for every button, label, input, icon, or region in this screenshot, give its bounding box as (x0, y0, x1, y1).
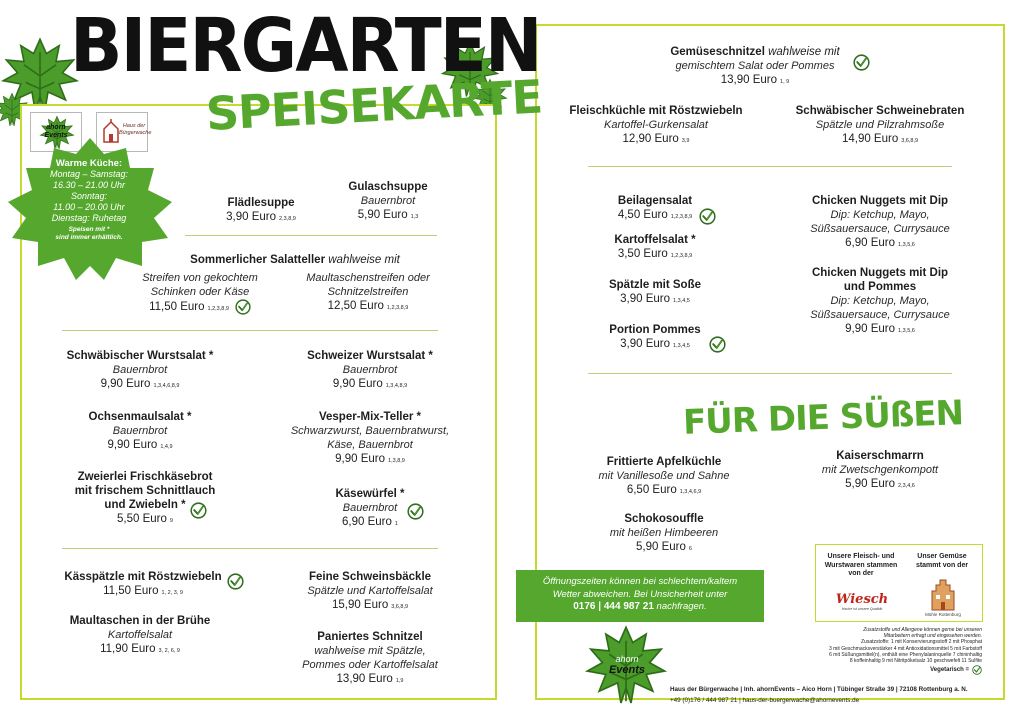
item-description: mit Zwetschgenkompott (821, 464, 939, 476)
item-allergens: 1 (394, 521, 398, 527)
wiesch-logo-tagline: frische ist unsere Qualität (841, 607, 883, 611)
section-divider (588, 166, 952, 167)
item-price: 13,90 Euro (720, 74, 778, 86)
notice-line3: nachfragen. (653, 601, 707, 612)
item-allergens: 1,3,5,6 (898, 328, 915, 334)
menu-item-schweinebraten (780, 104, 980, 149)
vegetarian-icon (972, 665, 982, 675)
haus-logo-line2: Bürgerwache (119, 130, 152, 136)
item-name: Schokosouffle (624, 513, 704, 525)
menu-item-kaiserschmarrn (790, 449, 970, 494)
item-name-line2: und Pommes (843, 281, 917, 293)
vegetarian-icon (709, 336, 726, 353)
item-name: Schwäbischer Schweinebraten (795, 105, 965, 117)
title-fuer-die-suessen: FÜR DIE SÜßEN (682, 393, 964, 443)
item-price: 15,90 Euro (331, 599, 389, 611)
hours-line: Sonntag: (70, 191, 108, 201)
item-description-line2: Käse, Bauernbrot (327, 439, 413, 451)
item-name: Beilagensalat (617, 195, 693, 207)
item-description: Bauernbrot (342, 502, 398, 514)
menu-item-salatteller-option-b (288, 271, 448, 316)
vegetarian-icon (407, 503, 424, 520)
allergen-line5: 6 mit Süßungsmittel(n), enthält eine Phenylalaninquelle 7 chininhaltig (829, 651, 982, 658)
menu-item-maultaschen (50, 614, 230, 659)
footer-contact: +49 (0)176 / 444 987 21 | haus-der-buergerwache@ahornevents.de (670, 697, 860, 704)
menu-item-ochsenmaulsalat (50, 410, 230, 455)
vegetarian-icon (699, 208, 716, 225)
item-name: Ochsenmaulsalat * (88, 411, 192, 423)
item-name: Flädlesuppe (227, 197, 295, 209)
item-allergens: 3,9 (681, 138, 690, 144)
item-allergens: 1,2,3,8,9 (670, 253, 693, 259)
title-biergarten: BIERGARTEN (70, 3, 541, 89)
section-divider (62, 330, 438, 331)
item-price: 3,90 Euro (620, 338, 671, 350)
hours-note-line1: Speisen mit * (68, 226, 110, 233)
item-allergens: 3, 2, 6, 9 (158, 648, 180, 654)
menu-item-frischkaesebrot (45, 470, 245, 529)
item-description-line1: wahlweise mit Spätzle, (314, 645, 426, 657)
supplier-meat-line2: Wurstwaren stammen (824, 561, 898, 569)
item-description-line2: Pommes oder Kartoffelsalat (302, 659, 438, 671)
item-name: Käsewürfel * (335, 488, 405, 500)
item-name: Schwäbischer Wurstsalat * (66, 350, 214, 362)
menu-item-spaetzle-sosse (590, 278, 720, 309)
allergen-line1: Zusatzstoffe und Allergene können gerne bei unseren (863, 627, 982, 633)
item-name: Schweizer Wurstsalat * (307, 350, 433, 362)
item-price: 3,90 Euro (226, 211, 277, 223)
item-price: 12,90 Euro (622, 133, 679, 145)
hours-title: Warme Küche: (55, 158, 123, 169)
item-name: Feine Schweinsbäckle (308, 571, 432, 583)
item-description-line1: Streifen von gekochtem (142, 272, 258, 284)
item-price: 6,90 Euro (342, 516, 392, 528)
vegetarian-icon (227, 573, 244, 590)
item-price: 6,50 Euro (626, 484, 677, 496)
item-allergens: 1,3,5,6 (898, 242, 915, 248)
item-description: Kartoffelsalat (107, 629, 173, 641)
section-divider (588, 373, 952, 374)
item-description: Kartoffel-Gurkensalat (604, 119, 708, 131)
item-name-line2: mit frischem Schnittlauch (74, 485, 216, 497)
item-description-line1: Dip: Ketchup, Mayo, (830, 295, 930, 307)
notice-line2: Wetter abweichen. Bei Unsicherheit unter (552, 588, 728, 600)
item-price: 6,90 Euro (845, 237, 896, 249)
item-price: 5,90 Euro (636, 541, 686, 553)
vegetarian-legend: Vegetarisch = (930, 667, 969, 674)
supplier-meat-line1: Unsere Fleisch- und (827, 553, 895, 560)
item-name: Spätzle mit Soße (608, 279, 702, 291)
item-price: 9,90 Euro (335, 453, 386, 465)
item-name: Kässpätzle mit Röstzwiebeln (64, 571, 222, 583)
item-allergens: 6 (688, 546, 692, 552)
item-allergens: 1, 2, 3, 9 (161, 590, 183, 596)
item-description: Spätzle und Kartoffelsalat (307, 585, 433, 597)
item-price: 14,90 Euro (841, 133, 899, 145)
item-price: 3,90 Euro (620, 293, 671, 305)
item-name-line1: Chicken Nuggets mit Dip (811, 267, 949, 279)
item-allergens: 1,3,4,8,9 (385, 383, 408, 389)
item-description: mit Vanillesoße und Sahne (598, 470, 730, 482)
item-name: Gemüseschnitzel (670, 46, 765, 58)
item-allergens: 1,2,3,8,9 (207, 306, 229, 313)
item-price: 9,90 Euro (845, 323, 896, 335)
item-description: Spätzle und Pilzrahmsoße (815, 119, 945, 131)
item-name: Maultaschen in der Brühe (69, 615, 211, 627)
item-description: Bauernbrot (112, 425, 168, 437)
item-price: 5,90 Euro (845, 478, 896, 490)
item-allergens: 1,2,3,8,9 (386, 305, 409, 311)
item-name: Paniertes Schnitzel (317, 631, 423, 643)
item-allergens: 3,6,8,9 (901, 138, 919, 144)
item-allergens: 1,3 (410, 214, 419, 220)
menu-item-flaedlesuppe (196, 196, 326, 227)
item-price: 9,90 Euro (100, 378, 151, 390)
item-description-line1: Maultaschenstreifen oder (306, 272, 430, 284)
menu-item-pommes (590, 323, 720, 354)
item-description: wahlweise mit (328, 254, 400, 266)
haus-logo-line1: Haus der (122, 123, 146, 129)
item-name: Vesper-Mix-Teller * (318, 411, 422, 423)
supplier-veg-line2: stammt von der (915, 561, 969, 569)
weather-notice (516, 570, 764, 622)
menu-item-salatteller-option-a (120, 271, 280, 317)
menu-item-chicken-nuggets-pommes (790, 266, 970, 339)
ahorn-footer-line1: ahorn (615, 654, 639, 664)
item-allergens: 1,3,4,5 (673, 298, 690, 304)
menu-item-paniertes-schnitzel (285, 630, 455, 689)
menu-item-gulaschsuppe (318, 180, 458, 225)
item-price: 11,90 Euro (100, 643, 156, 655)
item-description-line1: Dip: Ketchup, Mayo, (830, 209, 930, 221)
item-description-line2: Süßsauersauce, Currysauce (810, 309, 950, 321)
muehle-building-icon (930, 577, 956, 611)
menu-item-apfelkuechle (574, 455, 754, 500)
item-price: 11,50 Euro (103, 585, 159, 597)
item-description: Bauernbrot (112, 364, 168, 376)
item-allergens: 1,3,4,6,8,9 (153, 383, 180, 389)
item-price: 9,90 Euro (332, 378, 383, 390)
item-description-line2: Schnitzelstreifen (327, 286, 409, 298)
wiesch-logo (834, 593, 890, 612)
item-description-line2: Schinken oder Käse (150, 286, 250, 298)
item-description-line2: Süßsauersauce, Currysauce (810, 223, 950, 235)
menu-item-schwaebischer-wurstsalat (50, 349, 230, 394)
item-allergens: 2,3,4,6 (898, 483, 915, 489)
item-price: 4,50 Euro (617, 209, 668, 221)
item-description: mit heißen Himbeeren (609, 527, 719, 539)
item-allergens: 1, 9 (780, 79, 790, 85)
notice-phone: 0176 | 444 987 21 (573, 601, 654, 612)
item-allergens: 3,6,8,9 (391, 604, 409, 610)
ahorn-logo-line2: Events (44, 132, 68, 139)
item-price: 3,50 Euro (617, 248, 668, 260)
menu-item-gemueseschnitzel (650, 45, 860, 90)
title-speisekarte: SPEISEKARTE (204, 69, 544, 141)
supplier-veg-line1: Unser Gemüse (917, 553, 967, 560)
allergen-line2: Mitarbeitern erfragt und eingesehen werden. (883, 633, 982, 640)
supplier-meat-line3: von der (848, 570, 874, 577)
item-price: 5,90 Euro (357, 209, 408, 221)
allergen-line4: 3 mit Geschmacksverstärker 4 mit Antioxidationsmittel 5 mit Farbstoff (828, 645, 982, 652)
item-name: Portion Pommes (609, 324, 701, 336)
item-name: Fleischküchle mit Röstzwiebeln (569, 105, 743, 117)
hours-line: Montag – Samstag: (49, 169, 129, 179)
item-price: 11,50 Euro (149, 301, 205, 314)
item-description-line2: gemischtem Salat oder Pommes (675, 60, 835, 72)
allergen-line3: Zusatzstoffe: 1 mit Konservierungsstoff 2 mit Phosphat (861, 639, 982, 646)
item-price: 13,90 Euro (336, 673, 393, 685)
item-description-line1: wahlweise mit (768, 46, 840, 58)
ahorn-logo-line1: ahorn (46, 124, 66, 131)
hours-line: 11.00 – 20.00 Uhr (53, 202, 125, 212)
item-name: Sommerlicher Salatteller (190, 254, 326, 266)
item-allergens: 1,3,4,5 (673, 343, 690, 349)
item-allergens: 1,2,3,8,9 (670, 214, 693, 220)
muehle-logo-caption: Mühle Rottenburg (925, 612, 961, 617)
item-description: Bauernbrot (342, 364, 398, 376)
menu-item-vesper-mix-teller (270, 410, 470, 469)
menu-item-schokosouffle (574, 512, 754, 557)
hours-line: 16.30 – 21.00 Uhr (52, 180, 126, 190)
ahorn-footer-line2: Events (608, 664, 646, 676)
ahorn-events-footer-logo (598, 654, 656, 676)
item-allergens: 2,3,8,9 (279, 216, 296, 222)
item-name: Kaiserschmarrn (836, 450, 924, 462)
section-divider (62, 548, 438, 549)
wiesch-logo-name: Wiesch (835, 592, 889, 607)
item-allergens: 1,3,8,9 (388, 458, 405, 464)
hours-note-line2: sind immer erhältlich. (55, 234, 123, 241)
item-name: Kartoffelsalat * (614, 234, 696, 246)
allergen-info (776, 627, 982, 676)
item-allergens: 1,3,4,6,9 (679, 489, 702, 495)
hours-line: Dienstag: Ruhetag (51, 213, 127, 223)
opening-hours-panel (26, 152, 152, 262)
vegetarian-icon (235, 299, 251, 315)
section-divider (185, 235, 437, 236)
item-price: 5,50 Euro (117, 513, 167, 525)
item-allergens: 9 (169, 518, 173, 524)
allergen-line6: 8 koffeinhaltig 9 mit Nitritpökelsalz 10 geschwefelt 11 Sulfite (849, 658, 982, 665)
item-allergens: 1,4,9 (160, 444, 173, 450)
menu-item-chicken-nuggets (790, 194, 970, 253)
menu-item-schweizer-wurstsalat (280, 349, 460, 394)
menu-item-kartoffelsalat (590, 233, 720, 264)
item-price: 9,90 Euro (107, 439, 158, 451)
notice-line1: Öffnungszeiten können bei schlechtem/kaltem (542, 576, 738, 587)
menu-item-schweinsbaeckle (285, 570, 455, 615)
vegetarian-icon (853, 54, 870, 71)
item-name: Chicken Nuggets mit Dip (811, 195, 949, 207)
item-name-line1: Zweierlei Frischkäsebrot (77, 471, 213, 483)
item-price: 12,50 Euro (327, 300, 384, 312)
item-description-line1: Schwarzwurst, Bauernbratwurst, (290, 425, 450, 437)
vegetarian-icon (190, 502, 207, 519)
item-name-line3: und Zwiebeln * (104, 499, 186, 511)
supplier-box (815, 544, 983, 622)
item-allergens: 1,9 (395, 678, 404, 684)
menu-item-fleischkuechle (556, 104, 756, 149)
item-description: Bauernbrot (360, 195, 416, 207)
menu-item-salatteller (130, 253, 460, 267)
item-name: Frittierte Apfelküchle (606, 456, 722, 468)
item-name: Gulaschsuppe (348, 181, 428, 193)
menu-item-kaesspaetzle (50, 570, 236, 601)
footer-address: Haus der Bürgerwache | Inh. ahornEvents – Aico Horn | Tübinger Straße 39 | 72108 Rottenburg a. N. (670, 686, 968, 693)
